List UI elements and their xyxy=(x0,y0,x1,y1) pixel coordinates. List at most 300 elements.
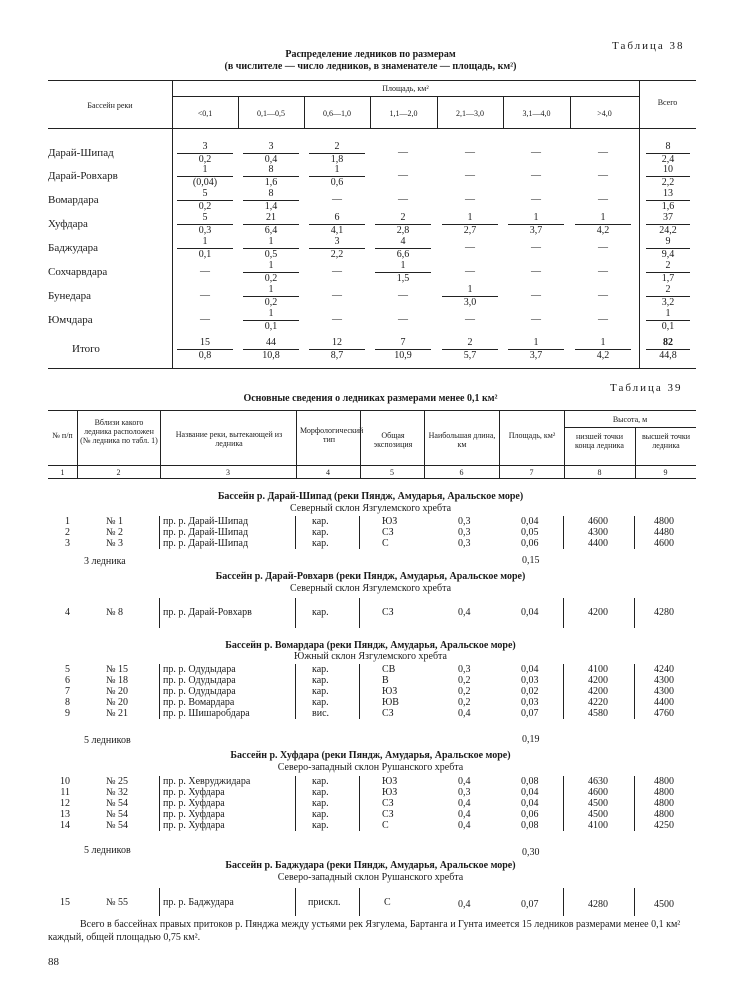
high-column xyxy=(654,516,674,549)
empty-cell: — xyxy=(200,266,210,277)
glacier-area: 6,6 xyxy=(396,249,410,260)
glacier-area: 0,2 xyxy=(198,154,212,165)
near-glacier: № 2 xyxy=(106,527,124,538)
size-cell xyxy=(442,236,498,260)
total-cell xyxy=(646,236,690,261)
size-cell xyxy=(575,141,631,165)
section-title xyxy=(0,860,741,871)
basin-name: Баджудара xyxy=(48,242,99,254)
empty-cell: — xyxy=(398,170,408,181)
table-39-title: Основные сведения о ледниках размерами менее 0,1 км² xyxy=(243,393,498,404)
total-area: 1,7 xyxy=(661,273,675,284)
exposure: СЗ xyxy=(382,708,394,719)
height-high: 4800 xyxy=(654,787,674,798)
height-high: 4800 xyxy=(654,516,674,527)
empty-cell: — xyxy=(398,290,408,301)
col-size-header: <0,1 xyxy=(197,109,213,118)
size-cell xyxy=(508,164,564,188)
empty-cell: — xyxy=(465,266,475,277)
table-39-header-rule xyxy=(48,465,696,466)
row-num-column xyxy=(48,664,70,719)
table-38-top-rule xyxy=(48,80,696,81)
table-38-label: Таблица 38 xyxy=(612,40,685,52)
total-area: 1,6 xyxy=(661,201,675,212)
row-vline xyxy=(563,598,564,628)
colnum: 8 xyxy=(597,468,602,477)
row-vline xyxy=(159,598,160,628)
section-title-text: Бассейн р. Дарай-Шипад (реки Пяндж, Амударья, Аральское море) xyxy=(217,491,524,502)
area: 0,03 xyxy=(521,675,539,686)
colnum: 6 xyxy=(459,468,464,477)
empty-cell: — xyxy=(598,242,608,253)
morph-type: вис. xyxy=(312,708,330,719)
length: 0,3 xyxy=(458,516,471,527)
river-name: пр. р. Баджудара xyxy=(163,897,234,908)
height-high: 4800 xyxy=(654,809,674,820)
total-area: 2,4 xyxy=(661,154,675,165)
near-glacier: № 54 xyxy=(106,820,129,831)
near-glacier: № 8 xyxy=(106,607,124,618)
glacier-area: 2,8 xyxy=(396,225,410,236)
total-area: 44,8 xyxy=(659,350,677,361)
area: 0,06 xyxy=(521,538,539,549)
glacier-count: 1 xyxy=(442,212,498,225)
exposure: С xyxy=(382,538,389,549)
glacier-area: 1,6 xyxy=(264,177,278,188)
size-cell xyxy=(177,284,233,308)
section-title-text: Бассейн р. Баджудара (реки Пяндж, Амударья, Аральское море) xyxy=(225,860,516,871)
table-38-area-rule xyxy=(172,96,639,97)
row-vline xyxy=(295,516,296,549)
glacier-count: 1 xyxy=(375,260,431,273)
morph-type: кар. xyxy=(312,787,329,798)
size-cell xyxy=(575,236,631,260)
empty-cell: — xyxy=(531,314,541,325)
total-count: 13 xyxy=(646,188,690,201)
river-name: пр. р. Одудыдара xyxy=(163,686,236,697)
empty-cell: — xyxy=(598,194,608,205)
river-column xyxy=(163,776,250,831)
glacier-count: 7 xyxy=(375,337,431,350)
size-cell xyxy=(177,188,233,213)
section-title xyxy=(0,640,741,651)
length: 0,2 xyxy=(458,675,471,686)
section-subtitle: Северный склон Язгулемского хребта xyxy=(289,503,452,514)
row-num: 13 xyxy=(60,809,70,820)
exposure: ЮЗ xyxy=(382,686,398,697)
height-low: 4400 xyxy=(588,538,608,549)
size-cell xyxy=(575,308,631,332)
morph-type: прискл. xyxy=(308,897,341,908)
glacier-count: 6 xyxy=(309,212,365,225)
header-length: Наибольшая длина, км xyxy=(428,431,496,449)
height-high: 4600 xyxy=(654,538,674,549)
total-cell xyxy=(646,308,690,333)
low-column xyxy=(588,664,608,719)
glacier-area: 4,2 xyxy=(596,350,610,361)
col-total-header: Всего xyxy=(657,98,678,107)
size-cell xyxy=(177,337,233,362)
morph-type: кар. xyxy=(312,527,329,538)
size-cell xyxy=(243,212,299,237)
river-name: пр. р. Хуфдара xyxy=(163,798,225,809)
river-name: пр. р. Дарай-Шипад xyxy=(163,527,249,538)
morph-type: кар. xyxy=(312,516,329,527)
row-num: 15 xyxy=(60,897,70,908)
col-size-header: 0,1—0,5 xyxy=(257,109,285,118)
exposure-column xyxy=(382,776,397,831)
size-cell xyxy=(309,260,365,284)
glacier-count: 1 xyxy=(243,308,299,321)
col-size-header: 2,1—3,0 xyxy=(456,109,484,118)
total-area: 2,2 xyxy=(661,177,675,188)
total-count: 37 xyxy=(646,212,690,225)
basin-name: Итого xyxy=(72,343,100,355)
header-near-glacier: Вблизи какого ледника расположен (№ ледника по табл. 1) xyxy=(80,418,158,445)
table-38-subtitle: (в числителе — число ледников, в знаменателе — площадь, км²) xyxy=(224,61,517,72)
col-size-header: 3,1—4,0 xyxy=(522,109,551,118)
glacier-count: 12 xyxy=(309,337,365,350)
height-low: 4200 xyxy=(588,675,608,686)
total-cell xyxy=(646,337,690,362)
size-cell xyxy=(442,284,498,309)
empty-cell: — xyxy=(465,147,475,158)
size-cell xyxy=(309,284,365,308)
colnum: 2 xyxy=(116,468,121,477)
morph-type: кар. xyxy=(312,538,329,549)
near-column xyxy=(106,516,123,549)
glacier-area: 3,7 xyxy=(529,225,543,236)
glacier-area: 4,1 xyxy=(330,225,344,236)
glacier-count: 8 xyxy=(243,188,299,201)
row-num: 10 xyxy=(60,776,70,787)
size-cell xyxy=(575,284,631,308)
glacier-area: 0,2 xyxy=(264,273,278,284)
size-cell xyxy=(375,164,431,188)
size-cell xyxy=(177,141,233,166)
size-cell xyxy=(243,236,299,261)
river-column xyxy=(163,664,250,719)
near-glacier: № 21 xyxy=(106,708,129,719)
table-39-label: Таблица 39 xyxy=(610,382,683,394)
size-cell xyxy=(309,337,365,362)
glacier-area: 1,8 xyxy=(330,154,344,165)
colnum: 9 xyxy=(663,468,668,477)
glacier-area: 6,4 xyxy=(264,225,278,236)
length: 0,3 xyxy=(458,787,471,798)
height-high: 4800 xyxy=(654,798,674,809)
height-high: 4400 xyxy=(654,697,674,708)
river-name: пр. р. Хуфдара xyxy=(163,809,225,820)
empty-cell: — xyxy=(398,147,408,158)
basin-name: Сохчарвдара xyxy=(48,266,108,278)
size-cell xyxy=(575,212,631,237)
section-sum-area: 0,15 xyxy=(522,555,540,566)
glacier-count: 21 xyxy=(243,212,299,225)
colnum: 3 xyxy=(226,468,230,477)
section-subtitle: Южный склон Язгулемского хребта xyxy=(293,651,447,662)
size-cell xyxy=(508,337,564,362)
height-high: 4250 xyxy=(654,820,674,831)
height-low: 4300 xyxy=(588,527,608,538)
height-high: 4280 xyxy=(654,607,674,618)
col-size-header: 0,6—1,0 xyxy=(323,109,351,118)
row-vline xyxy=(359,598,360,628)
header-river: Название реки, вытекающей из ледника xyxy=(175,430,283,448)
size-cell xyxy=(177,212,233,237)
total-count: 8 xyxy=(646,141,690,154)
length: 0,4 xyxy=(458,776,471,787)
size-cell xyxy=(309,188,365,212)
glacier-count: 1 xyxy=(243,284,299,297)
glacier-count: 5 xyxy=(177,188,233,201)
empty-cell: — xyxy=(465,242,475,253)
morph-type: кар. xyxy=(312,776,329,787)
size-cell xyxy=(508,236,564,260)
exposure-column xyxy=(382,664,399,719)
length: 0,4 xyxy=(458,820,471,831)
empty-cell: — xyxy=(332,314,342,325)
glacier-count: 2 xyxy=(442,337,498,350)
page-number: 88 xyxy=(48,956,59,968)
row-num: 12 xyxy=(60,798,70,809)
empty-cell: — xyxy=(531,194,541,205)
river-name: пр. р. Шишаробдара xyxy=(163,708,250,719)
row-num-column xyxy=(48,776,70,831)
glacier-count: 3 xyxy=(309,236,365,249)
glacier-count: 1 xyxy=(243,260,299,273)
glacier-area: 8,7 xyxy=(330,350,344,361)
basin-name: Вомардара xyxy=(48,194,99,206)
height-low: 4100 xyxy=(588,820,608,831)
empty-cell: — xyxy=(531,147,541,158)
height-low: 4600 xyxy=(588,516,608,527)
morph-type: кар. xyxy=(312,607,329,618)
total-count: 1 xyxy=(646,308,690,321)
near-glacier: № 25 xyxy=(106,776,129,787)
row-vline xyxy=(295,776,296,831)
empty-cell: — xyxy=(598,314,608,325)
colnum: 5 xyxy=(390,468,394,477)
t38-vline xyxy=(639,80,640,368)
section-sum-area: 0,30 xyxy=(522,847,540,858)
section-title-text: Бассейн р. Дарай-Ровхарв (реки Пяндж, Амударья, Аральское море) xyxy=(215,571,526,582)
area: 0,04 xyxy=(521,516,539,527)
glacier-area: 10,8 xyxy=(262,350,280,361)
table-38-header-rule xyxy=(48,128,696,129)
empty-cell: — xyxy=(531,290,541,301)
height-low: 4100 xyxy=(588,664,608,675)
glacier-count: 1 xyxy=(309,164,365,177)
empty-cell: — xyxy=(465,314,475,325)
size-cell xyxy=(309,164,365,189)
area: 0,07 xyxy=(521,899,539,910)
length: 0,4 xyxy=(458,809,471,820)
basin-name: Юмчдара xyxy=(48,314,93,326)
empty-cell: — xyxy=(598,290,608,301)
size-cell xyxy=(442,308,498,332)
total-cell xyxy=(646,212,690,237)
exposure: ЮВ xyxy=(382,697,399,708)
row-vline xyxy=(295,598,296,628)
height-high: 4300 xyxy=(654,675,674,686)
row-num: 5 xyxy=(65,664,70,675)
height-high: 4760 xyxy=(654,708,674,719)
empty-cell: — xyxy=(598,170,608,181)
row-vline xyxy=(563,516,564,549)
section-title xyxy=(0,571,741,582)
morph-type: кар. xyxy=(312,675,329,686)
table-38-bottom-rule xyxy=(48,368,696,369)
exposure: СЗ xyxy=(382,809,394,820)
size-cell xyxy=(375,337,431,362)
area: 0,05 xyxy=(521,527,539,538)
morph-column xyxy=(312,516,329,549)
row-num: 9 xyxy=(65,708,70,719)
area-column xyxy=(521,776,539,831)
glacier-count: 1 xyxy=(177,164,233,177)
glacier-count: 1 xyxy=(575,212,631,225)
total-count: 2 xyxy=(646,284,690,297)
exposure: ЮЗ xyxy=(382,516,398,527)
glacier-count: 3 xyxy=(177,141,233,154)
size-cell xyxy=(177,236,233,261)
total-count: 82 xyxy=(646,337,690,350)
size-cell xyxy=(442,188,498,212)
low-column xyxy=(588,776,608,831)
size-cell xyxy=(243,284,299,309)
glacier-count: 3 xyxy=(243,141,299,154)
col-size-header: >4,0 xyxy=(597,109,612,118)
size-cell xyxy=(442,141,498,165)
exposure: В xyxy=(382,675,389,686)
river-name: пр. р. Вомардара xyxy=(163,697,235,708)
area: 0,07 xyxy=(521,708,539,719)
exposure: ЮЗ xyxy=(382,787,398,798)
area: 0,04 xyxy=(521,787,539,798)
glacier-count: 1 xyxy=(575,337,631,350)
glacier-count: 2 xyxy=(309,141,365,154)
total-cell xyxy=(646,141,690,166)
size-cell xyxy=(575,337,631,362)
size-cell xyxy=(508,188,564,212)
area: 0,04 xyxy=(521,607,539,618)
length-column xyxy=(458,516,471,549)
row-vline xyxy=(634,516,635,549)
row-num: 4 xyxy=(65,607,70,618)
glacier-area: 0,1 xyxy=(198,249,212,260)
empty-cell: — xyxy=(465,170,475,181)
header-height-low: низшей точки конца ледника xyxy=(575,432,624,450)
row-num-column xyxy=(48,516,70,549)
row-num: 11 xyxy=(60,787,70,798)
size-cell xyxy=(309,212,365,237)
empty-cell: — xyxy=(332,266,342,277)
section-sum-label: 3 ледника xyxy=(84,556,126,567)
river-name: пр. р. Дарай-Шипад xyxy=(163,516,249,527)
size-cell xyxy=(243,141,299,166)
section-subtitle: Северный склон Язгулемского хребта xyxy=(289,583,452,594)
glacier-count: 1 xyxy=(508,212,564,225)
section-subtitle: Северо-западный склон Рушанского хребта xyxy=(277,762,464,773)
glacier-area: 0,2 xyxy=(198,201,212,212)
near-glacier: № 54 xyxy=(106,809,129,820)
length: 0,3 xyxy=(458,538,471,549)
length-column xyxy=(458,664,471,719)
size-cell xyxy=(243,188,299,213)
row-num: 3 xyxy=(65,538,70,549)
header-height: Высота, м xyxy=(612,415,648,424)
area: 0,08 xyxy=(521,820,539,831)
near-column xyxy=(106,776,128,831)
height-high: 4480 xyxy=(654,527,674,538)
section-title-text: Бассейн р. Вомардара (реки Пяндж, Амударья, Аральское море) xyxy=(225,640,516,651)
basin-name: Дарай-Ровхарв xyxy=(48,170,118,182)
row-vline xyxy=(634,776,635,831)
near-glacier: № 15 xyxy=(106,664,129,675)
low-column xyxy=(588,516,608,549)
row-vline xyxy=(563,888,564,916)
glacier-count: 1 xyxy=(442,284,498,297)
size-cell xyxy=(375,212,431,237)
size-cell xyxy=(375,141,431,165)
row-num: 14 xyxy=(60,820,70,831)
size-cell xyxy=(442,260,498,284)
total-area: 9,4 xyxy=(661,249,675,260)
morph-type: кар. xyxy=(312,664,329,675)
glacier-count: 15 xyxy=(177,337,233,350)
height-low: 4280 xyxy=(588,899,608,910)
header-num: № п/п xyxy=(52,431,73,440)
glacier-area: 0,1 xyxy=(264,321,278,332)
glacier-count: 5 xyxy=(177,212,233,225)
area: 0,03 xyxy=(521,697,539,708)
section-sum-label: 5 ледников xyxy=(84,845,131,856)
row-num: 8 xyxy=(65,697,70,708)
section-subtitle: Северо-западный склон Рушанского хребта xyxy=(277,872,464,883)
total-area: 3,2 xyxy=(661,297,675,308)
empty-cell: — xyxy=(332,194,342,205)
height-low: 4580 xyxy=(588,708,608,719)
header-exposure: Общая экспозиция xyxy=(373,431,413,449)
glacier-area: 4,2 xyxy=(596,225,610,236)
row-vline xyxy=(634,598,635,628)
length-column xyxy=(458,776,471,831)
glacier-area: 0,3 xyxy=(198,225,212,236)
colnum: 4 xyxy=(326,468,330,477)
glacier-count: 1 xyxy=(508,337,564,350)
total-cell xyxy=(646,284,690,309)
length: 0,4 xyxy=(458,899,471,910)
height-low: 4630 xyxy=(588,776,608,787)
near-glacier: № 54 xyxy=(106,798,129,809)
row-vline xyxy=(159,516,160,549)
area: 0,04 xyxy=(521,664,539,675)
empty-cell: — xyxy=(465,194,475,205)
near-glacier: № 3 xyxy=(106,538,124,549)
basin-name: Хуфдара xyxy=(48,218,88,230)
col-size-header: 1,1—2,0 xyxy=(389,109,418,118)
area: 0,04 xyxy=(521,798,539,809)
glacier-area: 5,7 xyxy=(463,350,477,361)
high-column xyxy=(654,776,674,831)
size-cell xyxy=(243,260,299,285)
height-low: 4200 xyxy=(588,686,608,697)
section-title xyxy=(0,750,741,761)
total-area: 24,2 xyxy=(659,225,677,236)
glacier-area: 10,9 xyxy=(394,350,412,361)
glacier-area: 3,7 xyxy=(529,350,543,361)
